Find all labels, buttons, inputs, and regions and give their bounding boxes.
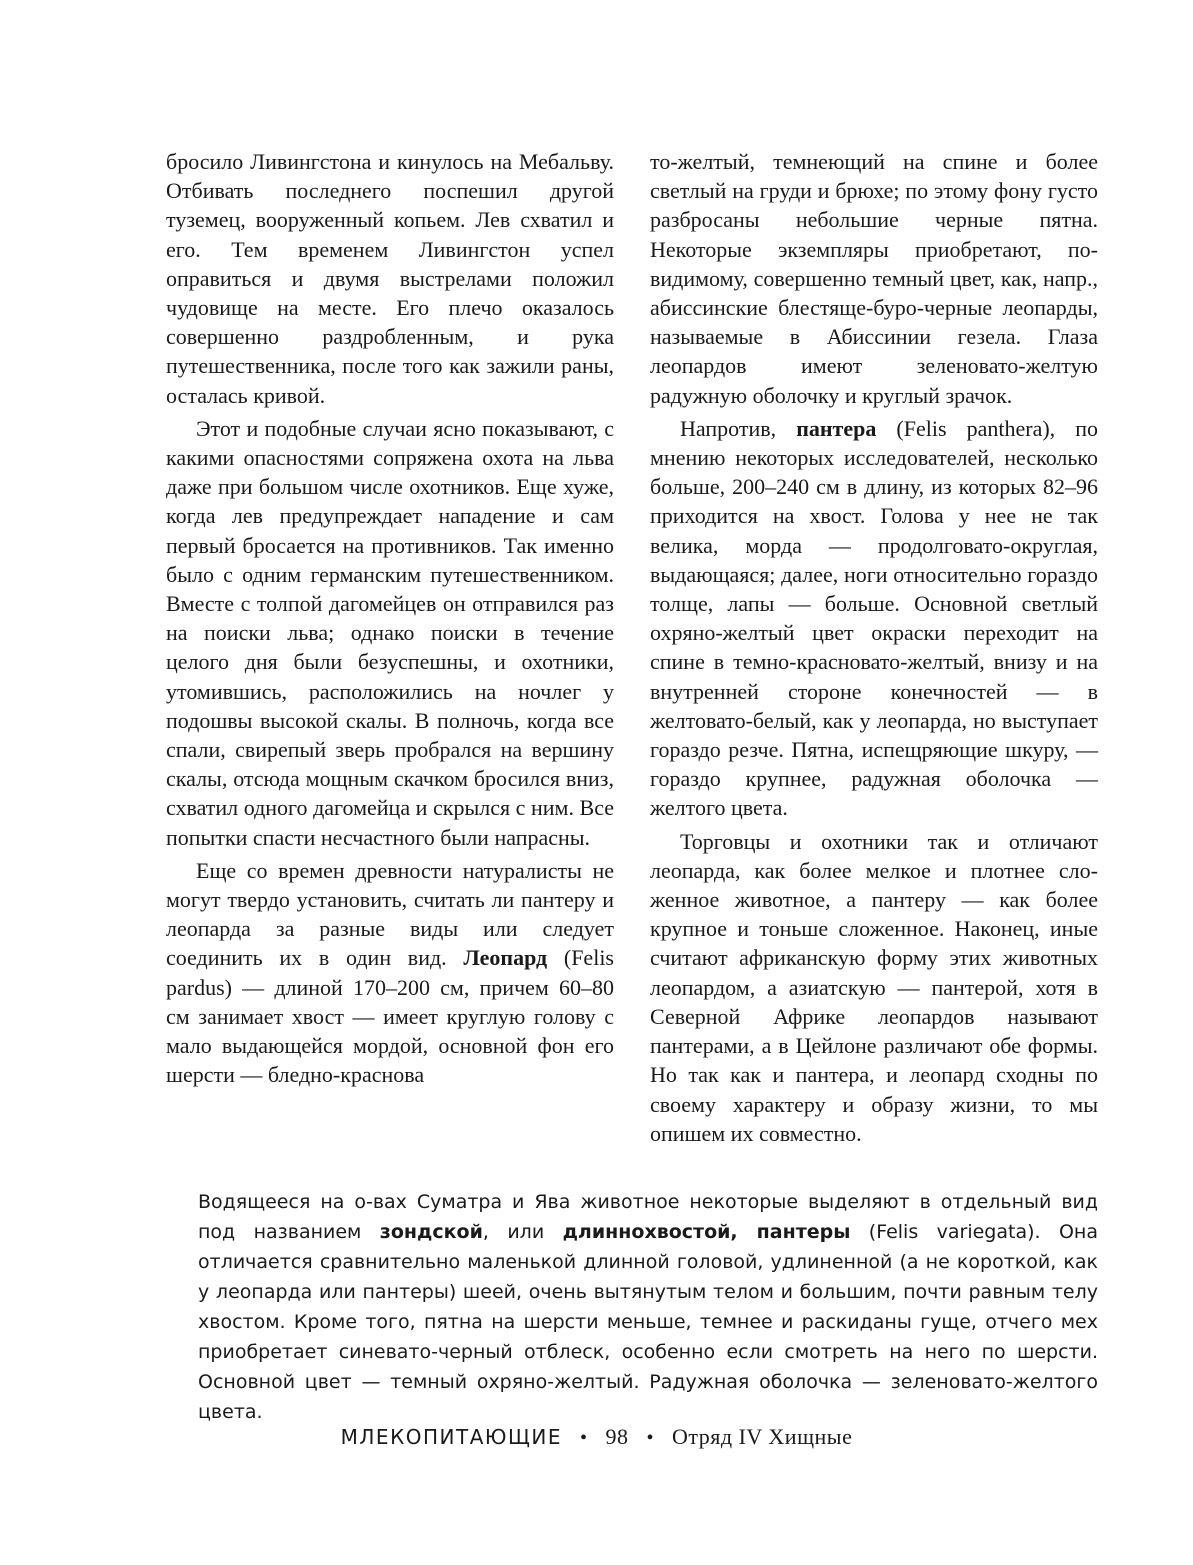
paragraph-leopard-color: то-желтый, темнеющий на спине и более светлый на груди и брюхе; по этому фону густо разбросаны небольшие черные пятна. Некоторые экземпляры приобретают, по-видимому, совершенно темный цвет, как, напр., абиссинские блестяще-буро-черные леопарды, называемые в Абиссинии гезела. Глаза леопардов имеют зеленовато-желтую радужную оболочку и круглый зрачок. [650, 149, 1098, 408]
page-footer [0, 1424, 1193, 1450]
right-column [650, 147, 1098, 1148]
section-title: МЛЕКОПИТАЮЩИЕ [340, 1425, 562, 1449]
term-panther: пантера [796, 415, 877, 441]
text-segment: (Felis panthera), по мнению некоторых исследователей, несколько больше, 200–240 см в длину, из которых 82–96 приходится на хвост. Голова у нее не так велика, морда — продолговато-округлая, выдающаяся; далее, ноги относительно гораздо толще, лапы — больше. Основной светлый охряно-желтый цвет окраски переходит на спине в темно-красновато-желтый, внизу и на внутренней стороне конечностей — в желтовато-белый, как у леопарда, но выступает гораздо резче. Пятна, испещряющие шкуру, — гораздо крупнее, радужная оболочка — желтого цвета. [650, 415, 1098, 821]
text-segment: (Felis variegata). Она отличается сравнительно маленькой длинной головой, удлиненной (а не короткой, как у леопарда или пантеры) шеей, очень вытянутым телом и большим, почти равным телу хвостом. Кроме того, пятна на шерсти меньше, темнее и раскиданы гуще, отчего мех приобретает синевато-черный отблеск, особенно если смотреть на него по шерсти. Основной цвет — темный охряно-желтый. Радужная оболочка — зеленовато-желтого цвета. [198, 1221, 1098, 1423]
separator-dot: • [646, 1427, 655, 1449]
text-segment: Водящееся на о-вах Суматра и Ява животное некоторые выделяют в отдельный вид под названием [198, 1191, 1098, 1243]
text-segment: Напротив, [680, 415, 797, 441]
paragraph-panther [650, 414, 1098, 823]
text-segment: , или [482, 1221, 563, 1243]
term-sunda: зондской [379, 1221, 483, 1243]
paragraph-leopard-intro [166, 856, 614, 1090]
text-segment: Еще со времен древности натуралисты не могут твердо установить, считать ли пантеру и леопарда за разные виды или следует соединить их в один вид. [166, 857, 614, 971]
page-number: 98 [605, 1424, 629, 1449]
left-column [166, 147, 614, 1090]
paragraph-traders: Торговцы и охотники так и отличают леопарда, как более мелкое и плотнее сложенное животное, а пантеру — как более крупное и тоньше сложенное. Наконец, иные считают африканскую форму этих животных леопардом, а азиатскую — пантерой, хотя в Северной Африке леопардов называют пантерами, а в Цейлоне различают обе формы. Но так как и пантера, и леопард сходны по своему характеру и образу жизни, то мы опишем их совместно. [650, 828, 1098, 1146]
paragraph-lion-danger: Этот и подобные случаи ясно показывают, с какими опасностями сопряжена охота на льва даже при большом числе охотников. Еще хуже, когда лев предупреждает нападение и сам первый бросается на противников. Так именно было с одним германским путешественником. Вместе с толпой дагомейцев он отправился раз на поиски льва; однако поиски в течение целого дня были безуспешны, и охотники, утомившись, расположились на ночлег у подошвы высокой скалы. В полночь, когда все спали, свирепый зверь пробрался на вершину скалы, отсюда мощным скачком бросился вниз, схватил одного дагомейца и скрылся с ним. Все попытки спасти несчастного были напрасны. [166, 415, 614, 850]
term-longtailed-panther: длиннохвостой, пантеры [562, 1221, 851, 1243]
separator-dot: • [579, 1427, 588, 1449]
text-segment: (Felis pardus) — длиной 170–200 см, причем 60–80 см занимает хвост — имеет круглую голову с мало выдающейся мордой, основной фон его шерсти — бледно-краснова [166, 945, 614, 1088]
sidebar-note [198, 1187, 1098, 1427]
chapter-title: Отряд IV Хищные [672, 1424, 853, 1449]
term-leopard: Леопард [463, 945, 548, 971]
paragraph-livingstone-end: бросило Ливингстона и кинулось на Мебальву. Отбивать последнего поспешил другой туземец, вооруженный копьем. Лев схватил и его. Тем временем Ливингстон успел оправиться и двумя выстрелами положил чудовище на месте. Его плечо оказалось совершенно раздробленным, и рука путешественника, после того как зажили раны, осталась кривой. [166, 149, 614, 408]
